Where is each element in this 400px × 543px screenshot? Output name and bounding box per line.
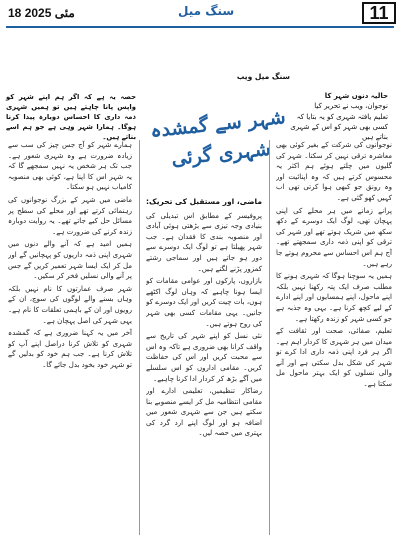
author-line: تعلیم یافتہ شہری کو یہ بتایا کہ: [296, 112, 388, 121]
paragraph: بازاروں، پارکوں اور عوامی مقامات کو ایسا ہونا چاہیے کہ وہاں لوگ اکٹھے ہوں، بات چیت کریں اور ایک دوسرے کو جانیں۔ یہی مقامات کسی بھی شہر کی روح ہوتے ہیں۔: [146, 277, 262, 328]
author-box: [280, 92, 388, 143]
column-divider: [269, 140, 270, 535]
article-column-right: [276, 140, 392, 535]
paragraph: نئی نسل کو اپنے شہر کی تاریخ سے واقف کرانا بھی ضروری ہے تاکہ وہ اس سے محبت کریں اور اس کی حفاظت کریں۔ مقامی اداروں کو اس سلسلے میں آگے بڑھ کر کردار ادا کرنا چاہیے۔: [146, 332, 262, 383]
paragraph: ہمیں امید ہے کہ آنے والے دنوں میں شہری اپنی ذمہ داریوں کو پہچانیں گے اور مل کر ایک ایسا شہر تعمیر کریں گے جس پر آنے والی نسلیں فخر کر سکیں۔: [8, 240, 132, 281]
paragraph: آخر میں یہ کہنا ضروری ہے کہ گمشدہ شہری کو تلاش کرنا دراصل اپنے آپ کو تلاش کرنا ہے۔ جب ہم خود کو بدلیں گے تو شہر خود بخود بدل جائے گا۔: [8, 329, 132, 369]
paragraph: پرانے زمانے میں ہر محلے کی اپنی پہچان تھی، لوگ ایک دوسرے کے دکھ سکھ میں شریک ہوتے تھے اور شہر کی ترقی کو اپنی ذمہ داری سمجھتے تھے۔ آج ہم اس احساس سے محروم ہوتے جا رہے ہیں۔: [276, 206, 392, 268]
column-divider: [139, 140, 140, 535]
article-column-left: [8, 140, 132, 535]
page-number: 11: [362, 2, 396, 24]
paragraph: ماضی میں شہر کے بزرگ نوجوانوں کی رہنمائی کرتے تھے اور محلے کی سطح پر مسائل حل کیے جاتے تھے۔ یہ روایت دوبارہ زندہ کرنے کی ضرورت ہے۔: [8, 195, 132, 236]
issue-date: 18 مئی 2025: [8, 6, 75, 20]
article-headline: شہر سے گمشدہ شہری گرئی: [149, 106, 287, 171]
article-column-middle: [146, 195, 262, 535]
paragraph: نوجوانوں کی شرکت کے بغیر کوئی بھی معاشرہ ترقی نہیں کر سکتا۔ شہر کی گلیوں میں چلتے ہوئے ہم اکثر یہ محسوس کرتے ہیں کہ وہ اپنائیت اور وہ رونق جو کبھی ہوا کرتی تھی اب کہیں کھو گئی ہے۔: [276, 141, 392, 202]
author-line: نوجوان، ویب نے تحریر کیا: [314, 102, 388, 111]
paragraph: شہر صرف عمارتوں کا نام نہیں بلکہ وہاں بسنے والے لوگوں کی سوچ، ان کے رویوں اور ان کے باہمی تعلقات کا نام ہے۔ یہی شہر کی اصل پہچان ہے۔: [8, 284, 132, 325]
page-header: [0, 0, 400, 26]
byline: سنگ میل ویب: [236, 72, 290, 81]
paragraph: پروفیسر کے مطابق اس تبدیلی کی بنیادی وجہ تیزی سے بڑھتی ہوئی آبادی اور منصوبہ بندی کا فقدان ہے۔ جب شہر پھیلتا ہے تو لوگ ایک دوسرے سے دور ہو جاتے ہیں اور سماجی رشتے کمزور پڑنے لگتے ہیں۔: [146, 211, 262, 273]
paragraph: ہمیں یہ سوچنا ہوگا کہ شہری ہونے کا مطلب صرف ایک پتہ رکھنا نہیں بلکہ اپنے ماحول، اپنے ہمسایوں اور اپنے ادارے کے لیے کچھ کرنا ہے۔ یہی وہ جذبہ ہے جو کسی شہر کو زندہ رکھتا ہے۔: [276, 272, 392, 323]
sub-heading: ماضی، اور مستقبل کی تحریک:: [146, 197, 262, 206]
paragraph: رضاکار تنظیمیں، تعلیمی ادارے اور مقامی انتظامیہ مل کر ایسے منصوبے بنا سکتے ہیں جن سے شہری شعور میں اضافہ ہو اور لوگ اپنے ارد گرد کی بہتری میں حصہ لیں۔: [146, 387, 262, 438]
paragraph: تعلیم، صفائی، صحت اور ثقافت کے میدان میں ہر شہری کا کردار اہم ہے۔ اگر ہر فرد اپنی ذمہ داری ادا کرے تو شہر کی شکل بدل سکتی ہے اور آنے والی نسلوں کو ایک بہتر ماحول مل سکتا ہے۔: [276, 327, 392, 389]
publication-logo: سنگ میل: [178, 4, 235, 18]
author-line: کسی بھی شہر کو اس کے شہری بناتے ہیں: [290, 123, 388, 141]
author-line: حالیہ دنوں شہر کا: [324, 92, 388, 100]
header-rule: [6, 26, 394, 28]
paragraph: ہمارے شہر کو آج جس چیز کی سب سے زیادہ ضرورت ہے وہ شہری شعور ہے۔ جب تک ہر شخص یہ نہیں سمجھے گا کہ یہ شہر اس کا اپنا ہے، کوئی بھی منصوبہ کامیاب نہیں ہو سکتا۔: [8, 141, 132, 192]
intro-note: حصہ یہ ہے کہ اگر ہم اپنے شہر کو واپس پانا چاہتے ہیں تو ہمیں شہری ذمہ داری کا احساس دوبارہ پیدا کرنا ہوگا۔ ہمارا شہر وہی ہے جو ہم اسے بناتے ہیں۔: [6, 93, 136, 141]
